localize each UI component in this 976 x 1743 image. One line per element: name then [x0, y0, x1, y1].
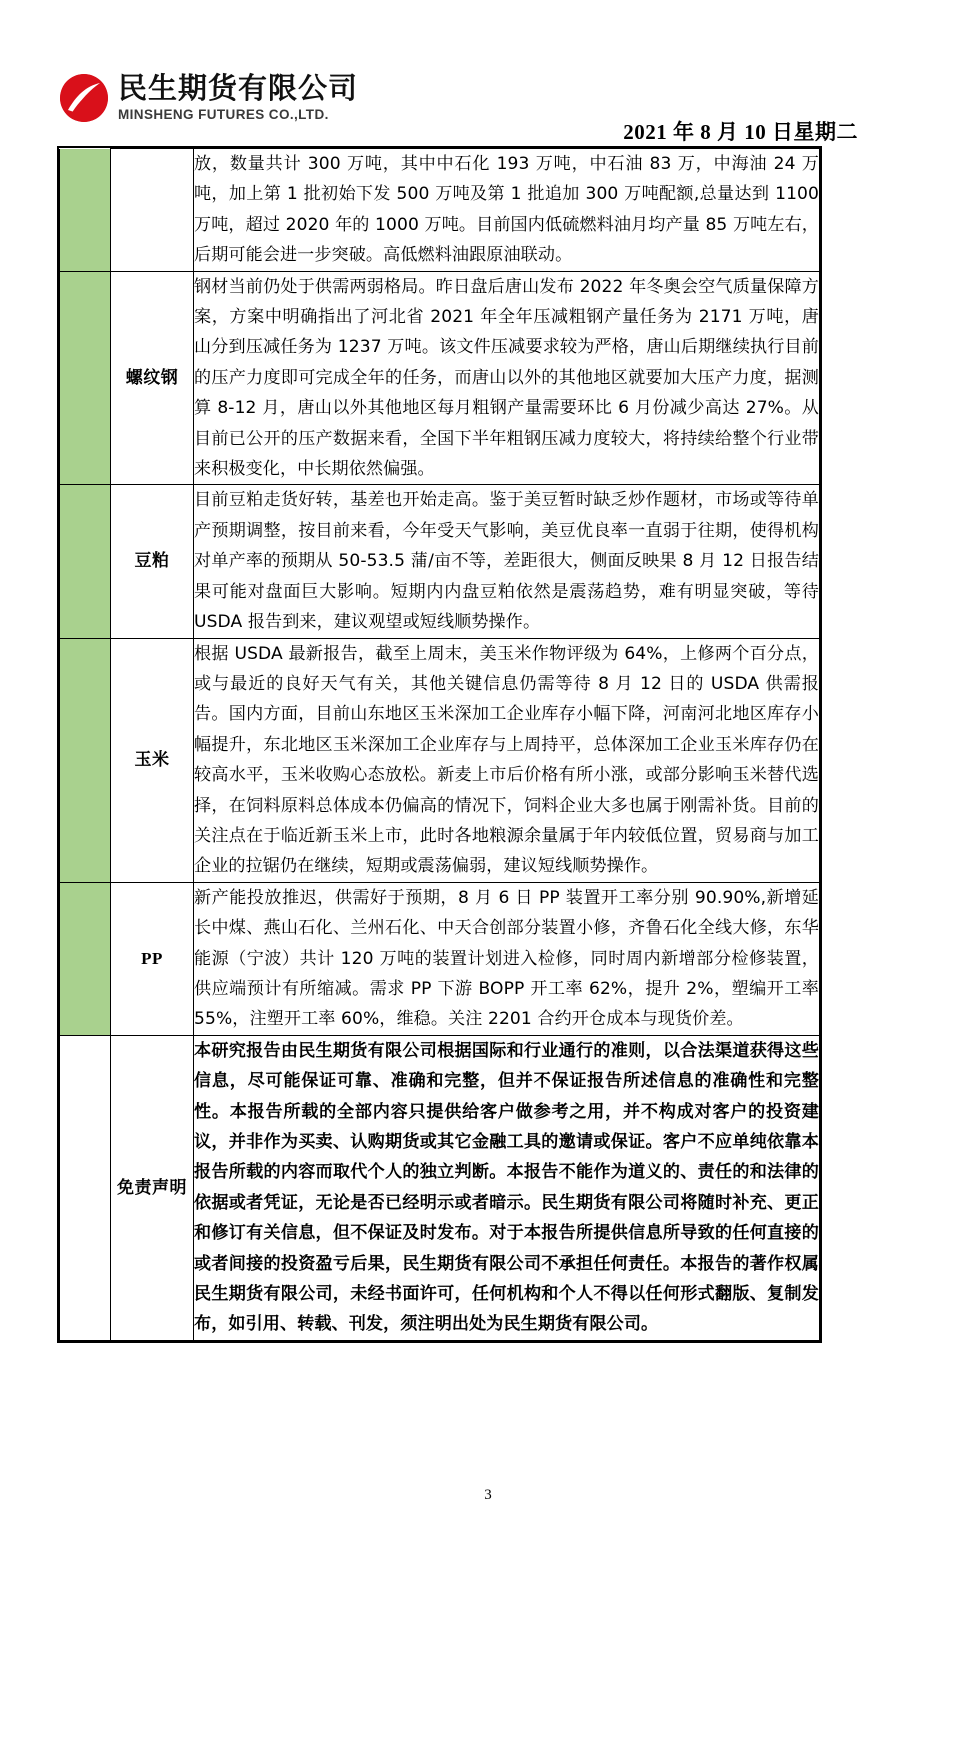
row-label-rebar: 螺纹钢	[111, 271, 194, 485]
table-row	[60, 271, 820, 485]
row-label-disclaimer: 免责声明	[111, 1035, 194, 1340]
report-table-wrapper	[57, 146, 822, 1343]
row-accent-bar-empty	[60, 1035, 111, 1340]
report-date: 2021 年 8 月 10 日星期二	[623, 120, 858, 144]
row-label-soybean-meal: 豆粕	[111, 485, 194, 638]
table-row	[60, 638, 820, 882]
page-header	[0, 0, 976, 142]
row-content-disclaimer: 本研究报告由民生期货有限公司根据国际和行业通行的准则，以合法渠道获得这些信息，尽可能保证可靠、准确和完整，但并不保证报告所述信息的准确性和完整性。本报告所载的全部内容只提供给客户做参考之用，并不构成对客户的投资建议，并非作为买卖、认购期货或其它金融工具的邀请或保证。客户不应单纯依靠本报告所载的内容而取代个人的独立判断。本报告不能作为道义的、责任的和法律的依据或者凭证，无论是否已经明示或者暗示。民生期货有限公司将随时补充、更正和修订有关信息，但不保证及时发布。对于本报告所提供信息所导致的任何直接的或者间接的投资盈亏后果，民生期货有限公司不承担任何责任。本报告的著作权属民生期货有限公司，未经书面许可，任何机构和个人不得以任何形式翻版、复制发布，如引用、转载、刊发，须注明出处为民生期货有限公司。	[194, 1035, 820, 1340]
row-content-corn: 根据 USDA 最新报告，截至上周末，美玉米作物评级为 64%，上修两个百分点，或与最近的良好天气有关，其他关键信息仍需等待 8 月 12 日的 USDA 供需报告。国内方面，目前山东地区玉米深加工企业库存小幅下降，河南河北地区库存小幅提升，东北地区玉米深加工企业库存与上周持平，总体深加工企业玉米库存仍在较高水平，玉米收购心态放松。新麦上市后价格有所小涨，或部分影响玉米替代选择，在饲料原料总体成本仍偏高的情况下，饲料企业大多也属于刚需补货。目前的关注点在于临近新玉米上市，此时各地粮源余量属于年内较低位置，贸易商与加工企业的拉锯仍在继续，短期或震荡偏弱，建议短线顺势操作。	[194, 638, 820, 882]
row-content: 放，数量共计 300 万吨，其中中石化 193 万吨，中石油 83 万，中海油 24 万吨，加上第 1 批初始下发 500 万吨及第 1 批追加 300 万吨配额,总量达到 1100 万吨，超过 2020 年的 1000 万吨。目前国内低硫燃料油月均产量 85 万吨左右，后期可能会进一步突破。高低燃料油跟原油联动。	[194, 149, 820, 272]
table-row	[60, 149, 820, 272]
row-content-soybean-meal: 目前豆粕走货好转，基差也开始走高。鉴于美豆暂时缺乏炒作题材，市场或等待单产预期调整，按目前来看，今年受天气影响，美豆优良率一直弱于往期，使得机构对单产率的预期从 50-53.5 蒲/亩不等，差距很大，侧面反映果 8 月 12 日报告结果可能对盘面巨大影响。短期内内盘豆粕依然是震荡趋势，难有明显突破，等待 USDA 报告到来，建议观望或短线顺势操作。	[194, 485, 820, 638]
minsheng-logo-icon	[60, 74, 108, 122]
row-accent-bar	[60, 271, 111, 485]
company-logo-text	[118, 72, 358, 123]
row-accent-bar	[60, 485, 111, 638]
page-footer	[0, 1487, 976, 1504]
row-accent-bar	[60, 638, 111, 882]
company-name-en: MINSHENG FUTURES CO.,LTD.	[118, 107, 329, 122]
report-table	[59, 148, 820, 1341]
row-content-pp: 新产能投放推迟，供需好于预期，8 月 6 日 PP 装置开工率分别 90.90%,新增延长中煤、燕山石化、兰州石化、中天合创部分装置小修，齐鲁石化全线大修，东华能源（宁波）共计 120 万吨的装置计划进入检修，同时周内新增部分检修装置，供应端预计有所缩减。需求 PP 下游 BOPP 开工率 62%，提升 2%，塑编开工率 55%，注塑开工率 60%，维稳。关注 2201 合约开仓成本与现货价差。	[194, 882, 820, 1035]
page-number: 3	[484, 1487, 492, 1503]
row-label	[111, 149, 194, 272]
company-logo	[60, 72, 358, 123]
table-row-disclaimer	[60, 1035, 820, 1340]
company-name-cn: 民生期货有限公司	[118, 71, 359, 105]
row-content-rebar: 钢材当前仍处于供需两弱格局。昨日盘后唐山发布 2022 年冬奥会空气质量保障方案，方案中明确指出了河北省 2021 年全年压减粗钢产量任务为 2171 万吨，唐山分到压减任务为 1237 万吨。该文件压减要求较为严格，唐山后期继续执行目前的压产力度即可完成全年的任务，而唐山以外的其他地区就要加大压产力度，据测算 8-12 月，唐山以外其他地区每月粗钢产量需要环比 6 月份减少高达 27%。从目前已公开的压产数据来看，全国下半年粗钢压减力度较大，将持续给整个行业带来积极变化，中长期依然偏强。	[194, 271, 820, 485]
row-accent-bar	[60, 882, 111, 1035]
table-row	[60, 882, 820, 1035]
row-label-corn: 玉米	[111, 638, 194, 882]
row-label-pp: PP	[111, 882, 194, 1035]
row-accent-bar	[60, 149, 111, 272]
table-row	[60, 485, 820, 638]
